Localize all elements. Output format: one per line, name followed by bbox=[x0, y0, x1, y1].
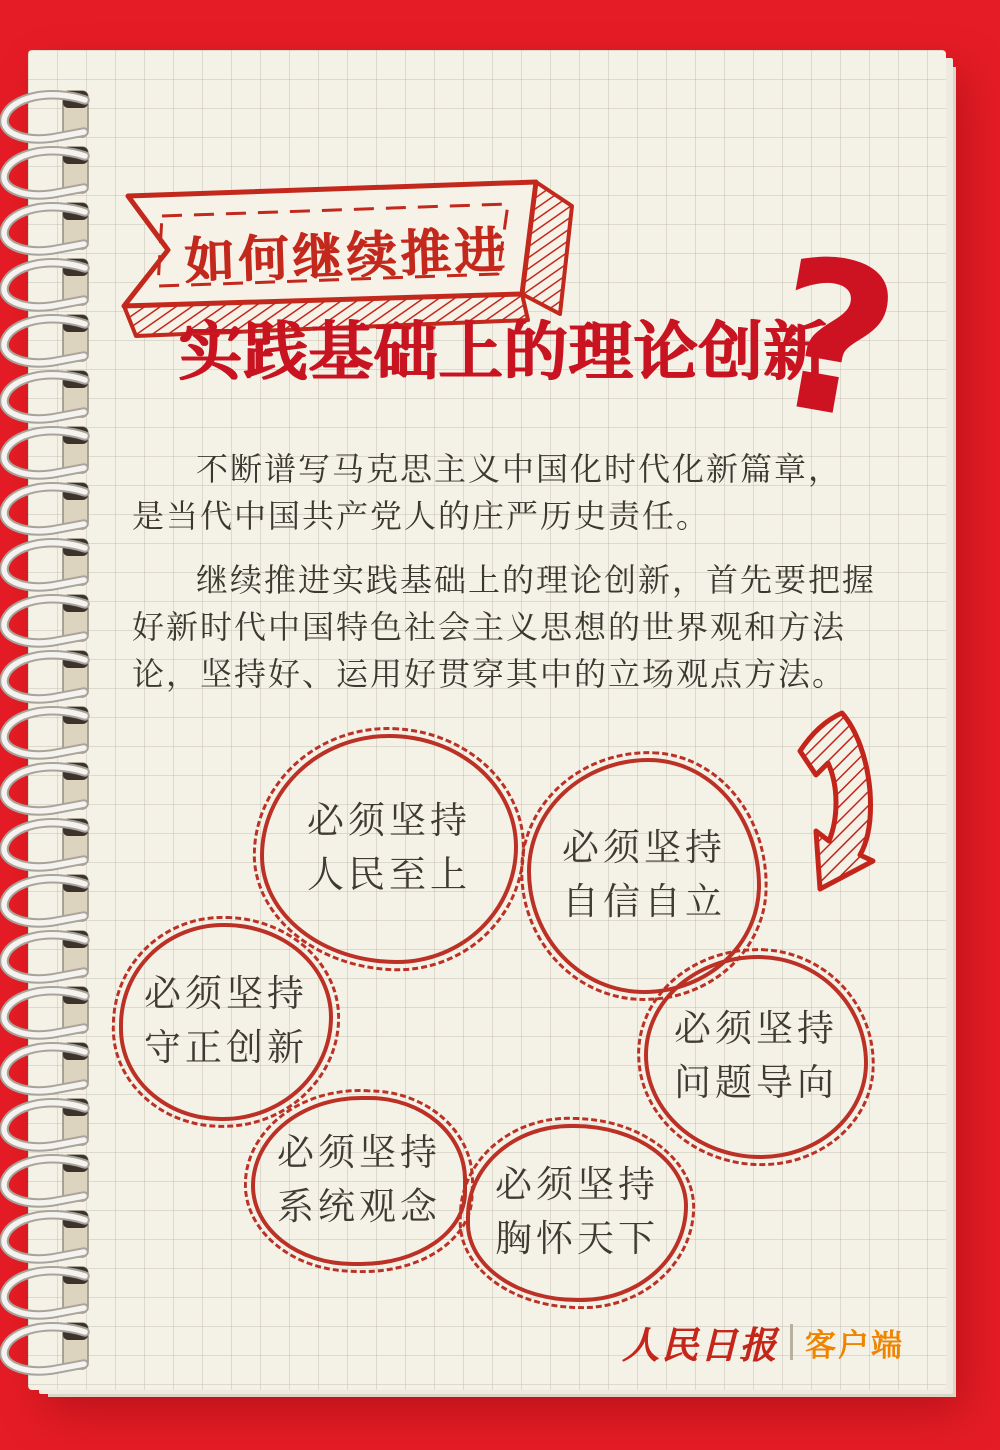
spiral-ring-icon bbox=[0, 1208, 100, 1266]
bubble-line: 问题导向 bbox=[674, 1063, 838, 1104]
brand-suffix: 客户端 bbox=[805, 1327, 904, 1363]
paragraph-line: 论，坚持好、运用好贯穿其中的立场观点方法。 bbox=[132, 656, 847, 692]
bubble-line: 胸怀天下 bbox=[495, 1219, 659, 1260]
page-title: 实践基础上的理论创新 bbox=[178, 317, 828, 388]
paragraph-line: 是当代中国共产党人的庄严历史责任。 bbox=[132, 498, 711, 534]
spiral-ring-icon bbox=[0, 592, 100, 650]
spiral-ring-icon bbox=[0, 872, 100, 930]
spiral-ring-icon bbox=[0, 1264, 100, 1322]
bubble-people-first bbox=[260, 734, 518, 964]
spiral-ring-icon bbox=[0, 368, 100, 426]
intro-paragraph-2 bbox=[132, 557, 892, 698]
bubble-line: 必须坚持 bbox=[674, 1008, 838, 1050]
spiral-ring-icon bbox=[0, 200, 100, 258]
bubble-integrity-innovation bbox=[119, 923, 333, 1121]
bubble-line: 守正创新 bbox=[144, 1028, 308, 1069]
bubble-systems-thinking bbox=[251, 1096, 467, 1266]
spiral-ring-icon bbox=[0, 648, 100, 706]
bubble-problem-oriented bbox=[644, 955, 868, 1159]
spiral-ring-icon bbox=[0, 984, 100, 1042]
spiral-ring-icon bbox=[0, 312, 100, 370]
bubble-line: 系统观念 bbox=[277, 1187, 441, 1228]
spiral-ring-icon bbox=[0, 1040, 100, 1098]
bubble-line: 必须坚持 bbox=[562, 827, 726, 869]
banner-title: 如何继续推进 bbox=[183, 222, 510, 290]
paragraph-line: 继续推进实践基础上的理论创新，首先要把握 bbox=[196, 562, 877, 598]
brand-name: 人民日报 bbox=[622, 1326, 778, 1367]
footer-logo bbox=[622, 1316, 904, 1368]
bubble-line: 人民至上 bbox=[307, 855, 471, 896]
spiral-ring-icon bbox=[0, 1152, 100, 1210]
bubble-line: 必须坚持 bbox=[307, 800, 471, 842]
spiral-ring-icon bbox=[0, 256, 100, 314]
paragraph-line: 好新时代中国特色社会主义思想的世界观和方法 bbox=[132, 609, 847, 645]
brand-divider bbox=[790, 1324, 793, 1360]
bubble-line: 自信自立 bbox=[562, 882, 726, 923]
spiral-ring-icon bbox=[0, 928, 100, 986]
intro-text bbox=[132, 446, 892, 715]
spiral-binding bbox=[0, 88, 110, 1388]
paragraph-line: 不断谱写马克思主义中国化时代化新篇章， bbox=[196, 451, 843, 487]
spiral-ring-icon bbox=[0, 144, 100, 202]
bubble-line: 必须坚持 bbox=[277, 1132, 441, 1174]
curved-arrow-icon bbox=[770, 705, 885, 900]
spiral-ring-icon bbox=[0, 760, 100, 818]
spiral-ring-icon bbox=[0, 1096, 100, 1154]
spiral-ring-icon bbox=[0, 704, 100, 762]
spiral-ring-icon bbox=[0, 88, 100, 146]
question-mark: ? bbox=[752, 211, 914, 471]
spiral-ring-icon bbox=[0, 424, 100, 482]
spiral-ring-icon bbox=[0, 816, 100, 874]
notebook-page bbox=[28, 50, 946, 1390]
spiral-ring-icon bbox=[0, 536, 100, 594]
spiral-ring-icon bbox=[0, 1320, 100, 1378]
spiral-ring-icon bbox=[0, 480, 100, 538]
bubble-line: 必须坚持 bbox=[495, 1164, 659, 1206]
bubble-global-vision bbox=[466, 1124, 688, 1302]
bubble-line: 必须坚持 bbox=[144, 973, 308, 1015]
intro-paragraph-1 bbox=[132, 446, 892, 540]
